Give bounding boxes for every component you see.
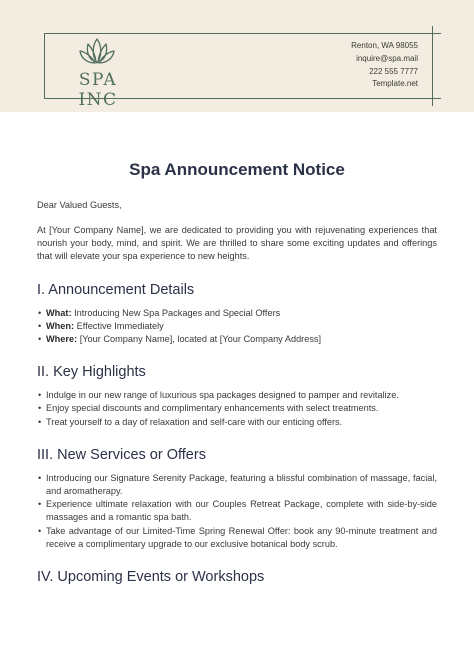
item-text: [Your Company Name], located at [Your Company Address] bbox=[77, 334, 322, 345]
list-item: • Introducing our Signature Serenity Package, featuring a blissful combination of massage, facial, and aromatherapy. bbox=[37, 472, 437, 498]
document-body bbox=[37, 160, 437, 594]
section-new-services bbox=[37, 447, 437, 551]
list-item bbox=[37, 320, 437, 333]
section-heading: IV. Upcoming Events or Workshops bbox=[37, 569, 265, 586]
frame-line-right bbox=[432, 26, 433, 106]
list-item: • Indulge in our new range of luxurious spa packages designed to pamper and revitalize. bbox=[37, 389, 437, 402]
bullet-list bbox=[37, 307, 437, 347]
logo-wordmark: SPA INC bbox=[78, 70, 118, 110]
bullet-list bbox=[37, 389, 437, 429]
section-heading: III. New Services or Offers bbox=[37, 446, 206, 463]
item-label: What: bbox=[46, 307, 72, 318]
frame-line-left bbox=[44, 33, 45, 99]
list-item: • Enjoy special discounts and complimentary enhancements with select treatments. bbox=[37, 402, 437, 415]
section-key-highlights bbox=[37, 364, 437, 429]
item-label: Where: bbox=[46, 334, 78, 345]
section-upcoming-events bbox=[37, 569, 437, 585]
list-item: • Experience ultimate relaxation with our Couples Retreat Package, complete with side-by-side massages and a romantic spa bath. bbox=[37, 498, 437, 524]
contact-block bbox=[351, 40, 418, 91]
item-text: Introducing New Spa Packages and Special Offers bbox=[71, 307, 281, 318]
contact-email[interactable]: inquire@spa.mail bbox=[356, 53, 418, 63]
list-item: • Take advantage of our Limited-Time Spring Renewal Offer: book any 90-minute treatment and receive a complimentary upgrade to our exclusive botanical body scrub. bbox=[37, 525, 437, 551]
bullet-list bbox=[37, 472, 437, 551]
company-logo bbox=[52, 36, 142, 110]
document-title: Spa Announcement Notice bbox=[129, 160, 345, 179]
intro-paragraph: At [Your Company Name], we are dedicated to providing you with rejuvenating experiences that nourish your body, mind, and spirit. We are thrilled to share some exciting updates and offerings that will elevate your spa experience to new heights. bbox=[37, 225, 437, 262]
frame-line-top bbox=[44, 33, 441, 34]
list-item bbox=[37, 307, 437, 320]
letterhead bbox=[0, 0, 474, 112]
section-heading: I. Announcement Details bbox=[37, 281, 195, 298]
section-heading: II. Key Highlights bbox=[37, 364, 146, 381]
contact-phone: 222 555 7777 bbox=[369, 66, 418, 76]
section-announcement-details bbox=[37, 282, 437, 347]
greeting: Dear Valued Guests, bbox=[37, 200, 122, 210]
list-item: • Treat yourself to a day of relaxation and self-care with our enticing offers. bbox=[37, 416, 437, 429]
item-label: When: bbox=[46, 320, 75, 331]
contact-website[interactable]: Template.net bbox=[372, 79, 418, 89]
item-text: Effective Immediately bbox=[74, 320, 164, 331]
contact-address: Renton, WA 98055 bbox=[351, 41, 418, 50]
lotus-icon bbox=[77, 36, 117, 68]
list-item bbox=[37, 333, 437, 346]
